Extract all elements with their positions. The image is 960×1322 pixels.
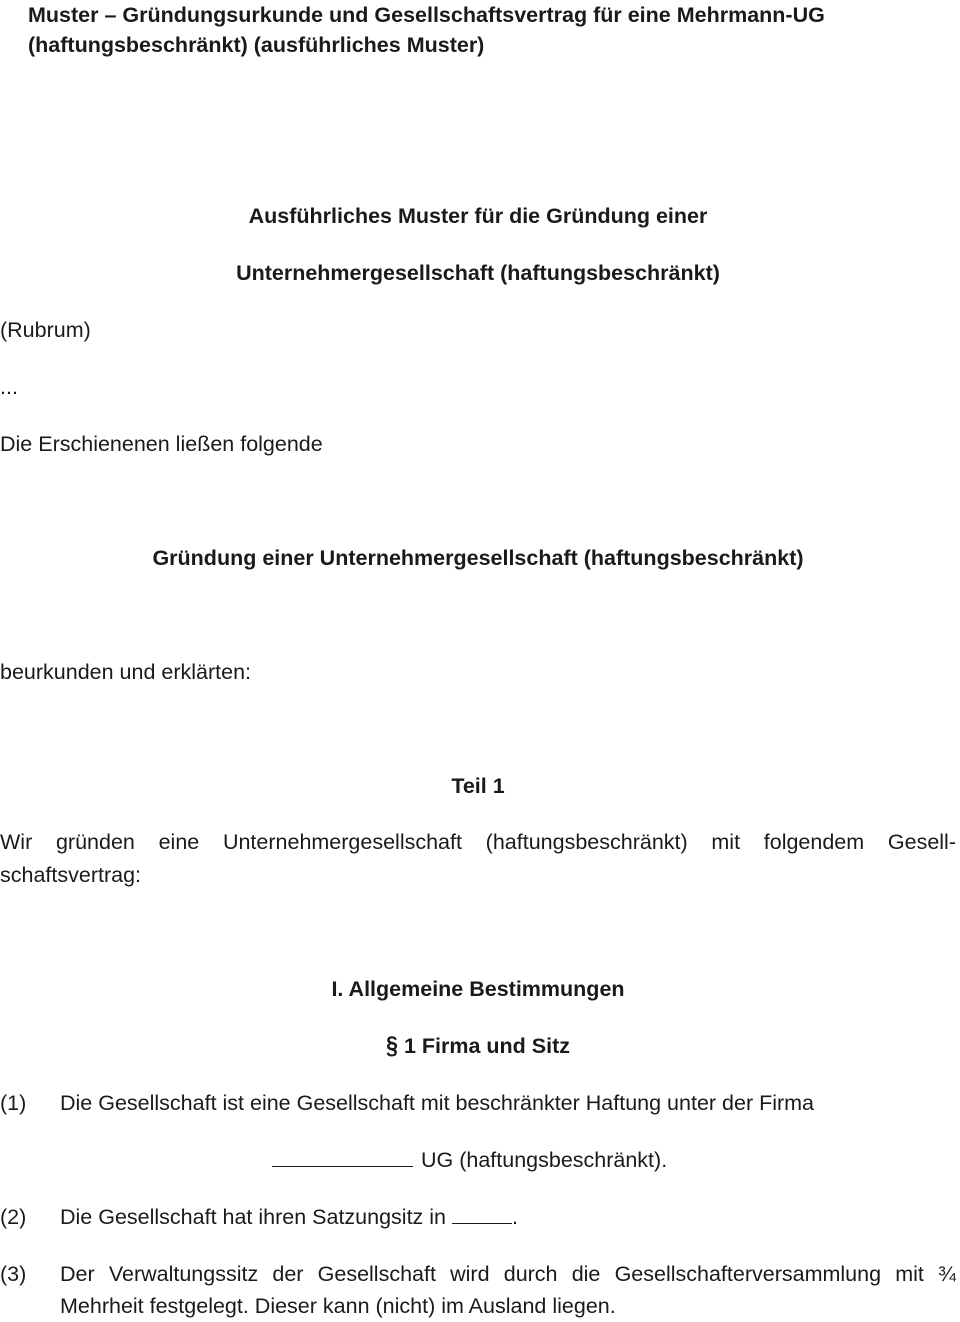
founding-heading: Gründung einer Unternehmergesellschaft (haftungsbeschränkt) (152, 546, 804, 570)
item-1-continuation (272, 1145, 667, 1175)
company-name-blank[interactable] (272, 1146, 413, 1167)
item-2 (60, 1202, 518, 1232)
document-title-line-1: Muster – Gründungsurkunde und Gesellschaftsvertrag für eine Mehrmann-UG (28, 3, 825, 27)
ellipsis-placeholder: ... (0, 375, 18, 399)
declaration-text: beurkunden und erklärten: (0, 660, 252, 684)
appearers-text: Die Erschienenen ließen folgende (0, 432, 323, 456)
item-2-suffix: . (512, 1205, 518, 1229)
document-title-line-2: (haftungsbeschränkt) (ausführliches Muster) (28, 33, 485, 57)
item-2-number: (2) (0, 1205, 27, 1229)
item-1-text: Die Gesellschaft ist eine Gesellschaft mit beschränkter Haftung unter der Firma (60, 1091, 815, 1115)
paragraph-heading-text: 1 Firma und Sitz (403, 1034, 570, 1058)
item-3-text: Der Verwaltungssitz der Gesellschaft wird durch die Gesellschafterversammlung mit ¾ Mehrheit festgelegt. Dieser kann (nicht) im Ausland liegen. (60, 1262, 956, 1318)
item-1-continuation-text: UG (haftungsbeschränkt). (421, 1148, 668, 1172)
subtitle-line-2: Unternehmergesellschaft (haftungsbeschränkt) (236, 261, 720, 285)
paragraph-heading (0, 1031, 956, 1061)
section-heading: I. Allgemeine Bestimmungen (331, 977, 625, 1001)
seat-blank[interactable] (452, 1203, 512, 1224)
item-2-text: Die Gesellschaft hat ihren Satzungsitz in (60, 1205, 447, 1229)
item-1-number: (1) (0, 1091, 27, 1115)
subtitle-line-1: Ausführliches Muster für die Gründung einer (248, 204, 708, 228)
rubrum-label: (Rubrum) (0, 318, 91, 342)
paragraph-sign: § (385, 1032, 398, 1060)
part-heading: Teil 1 (451, 774, 505, 798)
intro-paragraph: Wir gründen eine Unternehmergesellschaft (haftungsbeschränkt) mit folgendem Gesell-schaftsvertrag: (0, 830, 956, 887)
item-3-number: (3) (0, 1262, 27, 1286)
